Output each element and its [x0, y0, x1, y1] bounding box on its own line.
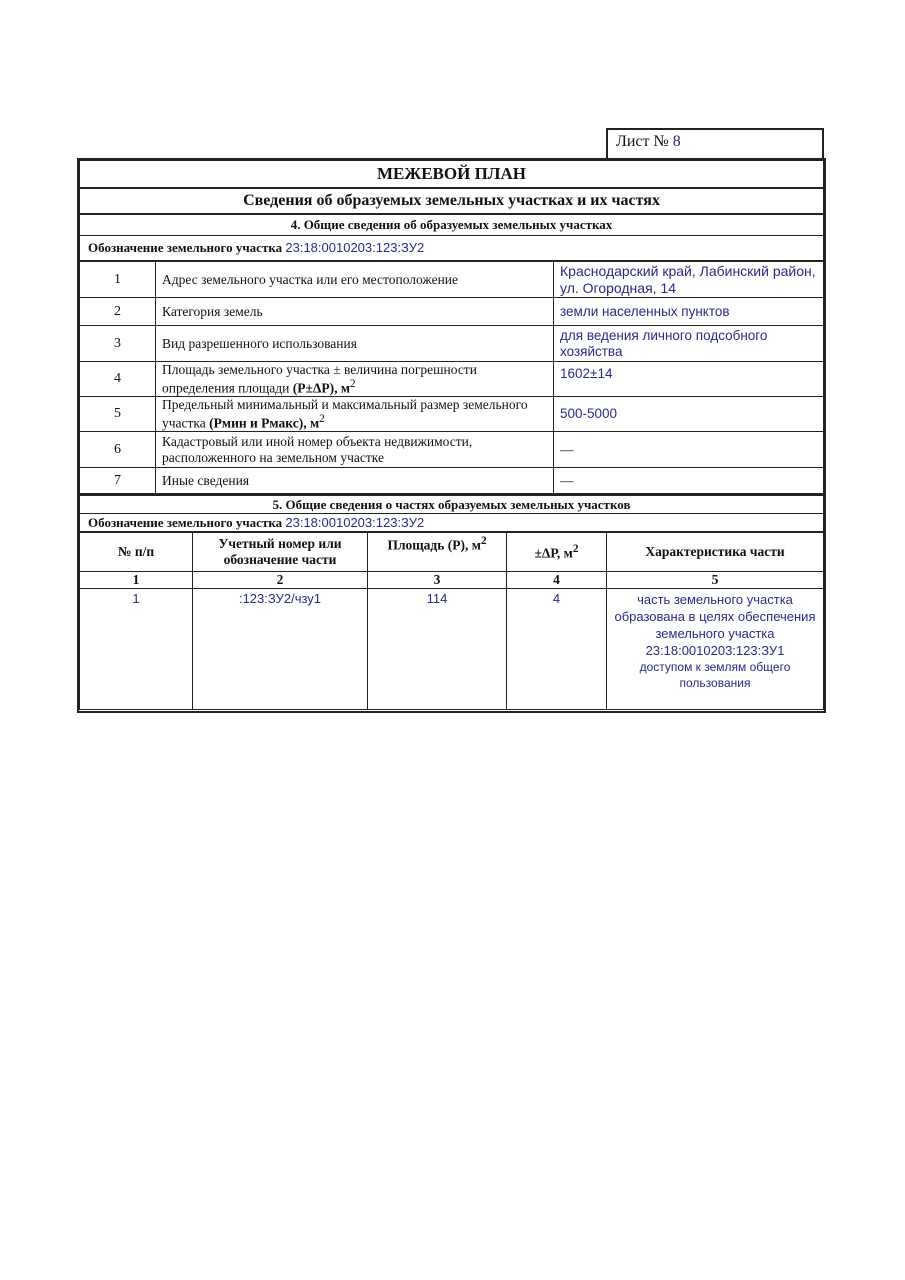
row-number: 3	[80, 326, 156, 362]
form-header	[79, 160, 824, 261]
row-value: 500-5000	[554, 397, 824, 432]
column-header	[507, 533, 607, 572]
row-number: 6	[80, 432, 156, 468]
boundary-plan-form	[77, 158, 826, 713]
designation-label: Обозначение земельного участка	[88, 240, 283, 255]
row-label-sup: 2	[350, 377, 356, 390]
document-title: МЕЖЕВОЙ ПЛАН	[80, 161, 824, 189]
row-value: для ведения личного подсобного хозяйства	[554, 326, 824, 362]
row-label	[156, 362, 554, 397]
characteristic-access: доступом к землям общего пользования	[639, 660, 791, 690]
row-label-text: Площадь земельного участка ± величина погрешности определения площади	[162, 362, 477, 396]
table-row	[80, 432, 824, 468]
designation-value: 23:18:0010203:123:ЗУ2	[285, 240, 425, 255]
row-value: —	[554, 432, 824, 468]
part-characteristic	[607, 589, 824, 710]
column-header: Учетный номер или обозначение части	[193, 533, 368, 572]
section4-table	[79, 261, 824, 494]
row-label: Иные сведения	[156, 468, 554, 494]
row-label: Адрес земельного участка или его местоположение	[156, 262, 554, 298]
sheet-number: 8	[672, 133, 681, 150]
row-number: 5	[80, 397, 156, 432]
designation-value: 23:18:0010203:123:ЗУ2	[285, 514, 425, 530]
row-label	[156, 397, 554, 432]
sheet-number-box	[606, 128, 824, 158]
column-header-text: Площадь (Р), м	[387, 537, 481, 553]
row-label-sup: 2	[319, 412, 325, 425]
column-header: Характеристика части	[607, 533, 824, 572]
column-header-sup: 2	[480, 535, 487, 547]
table-row	[80, 262, 824, 298]
row-number: 4	[80, 362, 156, 397]
column-header-sup: 2	[572, 542, 579, 555]
section5-title: 5. Общие сведения о частях образуемых земельных участков	[80, 495, 824, 514]
row-number: 1	[80, 262, 156, 298]
table-row	[80, 298, 824, 326]
row-value: 1602±14	[554, 362, 824, 397]
characteristic-parcel: 23:18:0010203:123:ЗУ1	[645, 643, 785, 658]
part-number: 1	[80, 589, 193, 710]
designation-label: Обозначение земельного участка	[88, 514, 283, 530]
section4-designation	[80, 236, 824, 261]
column-number: 5	[607, 572, 824, 589]
column-header	[368, 533, 507, 572]
column-number: 2	[193, 572, 368, 589]
table-row	[80, 589, 824, 710]
part-designation: :123:ЗУ2/чзу1	[193, 589, 368, 710]
section5-header	[79, 494, 824, 532]
part-delta: 4	[507, 589, 607, 710]
row-number: 2	[80, 298, 156, 326]
row-label: Кадастровый или иной номер объекта недвижимости, расположенного на земельном участке	[156, 432, 554, 468]
table-row	[80, 362, 824, 397]
column-header: № п/п	[80, 533, 193, 572]
row-label-text: Предельный минимальный и максимальный размер земельного участка	[162, 397, 528, 431]
section4-title: 4. Общие сведения об образуемых земельных участках	[80, 214, 824, 236]
part-area: 114	[368, 589, 507, 710]
section5-table	[79, 532, 824, 710]
row-value: земли населенных пунктов	[554, 298, 824, 326]
row-value: Краснодарский край, Лабинский район, ул. Огородная, 14	[554, 262, 824, 298]
table-row	[80, 326, 824, 362]
document-subtitle: Сведения об образуемых земельных участках и их частях	[80, 188, 824, 214]
column-number: 4	[507, 572, 607, 589]
column-number: 1	[80, 572, 193, 589]
characteristic-text: часть земельного участка образована в целях обеспечения земельного участка	[614, 592, 816, 641]
table-header-row	[80, 533, 824, 572]
row-label-formula: (Рмин и Рмакс), м	[209, 415, 320, 431]
column-number-row	[80, 572, 824, 589]
row-label: Вид разрешенного использования	[156, 326, 554, 362]
row-label: Категория земель	[156, 298, 554, 326]
table-row	[80, 468, 824, 494]
section5-designation	[80, 514, 824, 532]
row-number: 7	[80, 468, 156, 494]
row-value: —	[554, 468, 824, 494]
sheet-label: Лист №	[616, 133, 669, 150]
row-label-formula: (Р±ΔР), м	[292, 380, 351, 396]
column-number: 3	[368, 572, 507, 589]
table-row	[80, 397, 824, 432]
column-header-text: ±ΔР, м	[534, 545, 573, 561]
